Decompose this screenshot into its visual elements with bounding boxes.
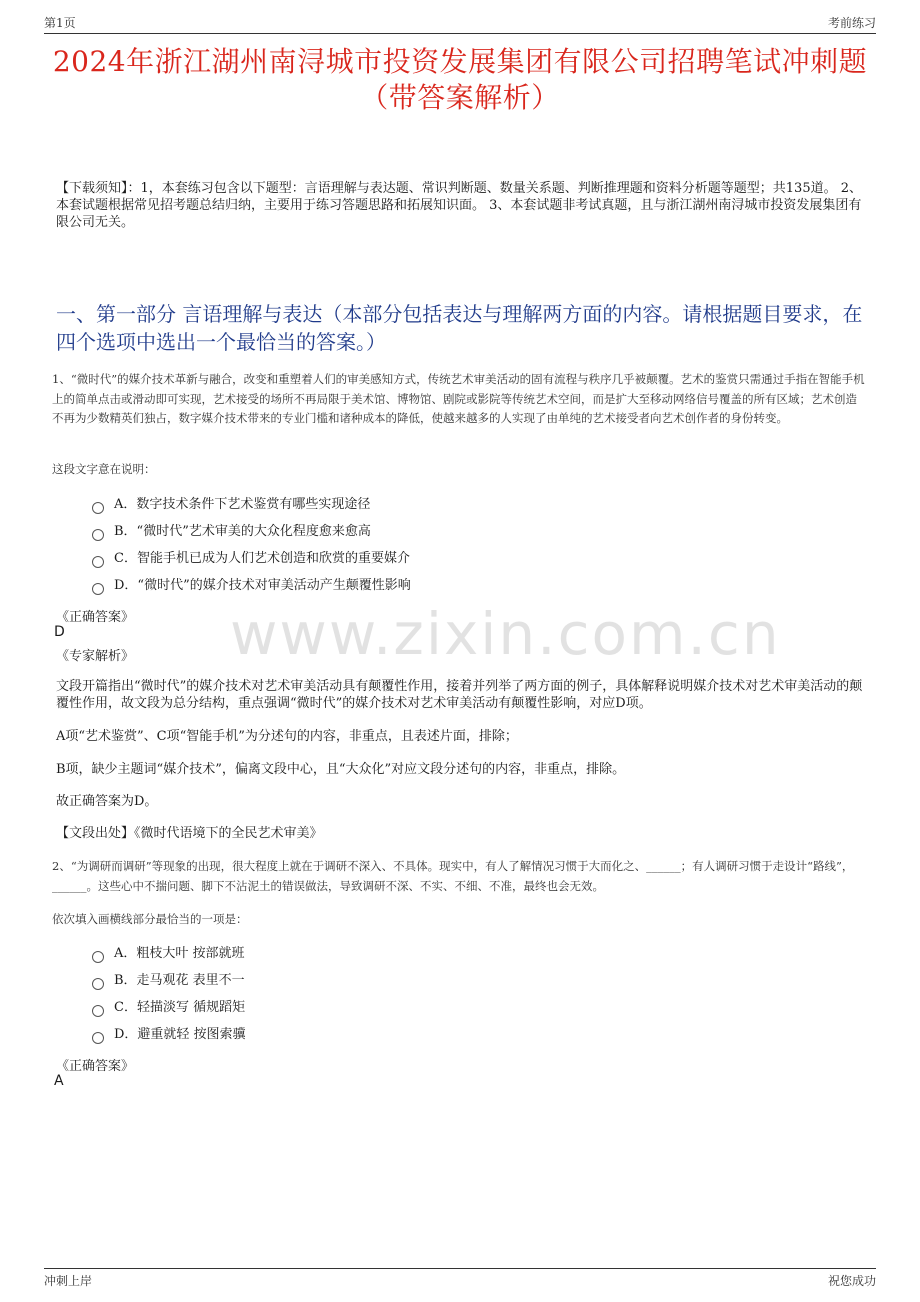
footer-right: 祝您成功	[827, 1274, 876, 1288]
radio-icon[interactable]	[92, 1032, 104, 1044]
section-heading: 一、第一部分 言语理解与表达（本部分包括表达与理解两方面的内容。请根据题目要求，在四个选项中选出一个最恰当的答案。）	[56, 302, 863, 354]
option-label: A．粗枝大叶 按部就班	[114, 946, 245, 961]
download-notice: 【下载须知】：1，本套练习包含以下题型：言语理解与表达题、常识判断题、数量关系题、判断推理题和资料分析题等题型；共135道。 2、本套试题根据常见招考题总结归纳，主要用于练习答题思路和拓展知识面。 3、本套试题非考试真题，且与浙江湖州南浔城市投资发展集团有限公司无关。	[56, 181, 862, 230]
radio-icon[interactable]	[92, 502, 104, 514]
radio-icon[interactable]	[92, 978, 104, 990]
option-label: D．避重就轻 按图索骥	[114, 1027, 246, 1042]
analysis-paragraph: B项，缺少主题词“媒介技术”，偏离文段中心，且“大众化”对应文段分述句的内容，非重点，排除。	[56, 762, 626, 777]
question-2-option-a[interactable]	[92, 945, 245, 963]
analysis-paragraph: 故正确答案为D。	[56, 794, 158, 809]
question-2-answer-label: 《正确答案》	[56, 1059, 135, 1074]
option-label: C．轻描淡写 循规蹈矩	[114, 1000, 246, 1015]
option-label: B．走马观花 表里不一	[114, 973, 245, 988]
question-2-option-c[interactable]	[92, 999, 245, 1017]
question-2-answer: A	[54, 1073, 64, 1089]
radio-icon[interactable]	[92, 951, 104, 963]
watermark: www.zixin.com.cn	[230, 600, 781, 668]
question-2-option-d[interactable]	[92, 1026, 246, 1044]
option-label: A．数字技术条件下艺术鉴赏有哪些实现途径	[114, 497, 371, 512]
radio-icon[interactable]	[92, 1005, 104, 1017]
question-1-answer: D	[54, 624, 65, 640]
document-title: 2024年浙江湖州南浔城市投资发展集团有限公司招聘笔试冲刺题（带答案解析）	[52, 45, 868, 114]
question-1-prompt: 这段文字意在说明：	[52, 462, 156, 476]
question-1-option-c[interactable]	[92, 550, 410, 568]
question-1-option-d[interactable]	[92, 577, 411, 595]
footer-rule	[44, 1268, 876, 1269]
radio-icon[interactable]	[92, 556, 104, 568]
analysis-paragraph: 文段开篇指出“微时代”的媒介技术对艺术审美活动具有颠覆性作用，接着并列举了两方面的例子，具体解释说明媒介技术对艺术审美活动的颠覆性作用，故文段为总分结构，重点强调“微时代”的媒介技术对艺术审美活动有颠覆性影响，对应D项。	[56, 679, 863, 711]
header-tag: 考前练习	[827, 16, 876, 30]
question-1-option-b[interactable]	[92, 523, 371, 541]
option-label: D．“微时代”的媒介技术对审美活动产生颠覆性影响	[114, 578, 411, 593]
header-rule	[44, 33, 876, 34]
radio-icon[interactable]	[92, 529, 104, 541]
question-2-option-b[interactable]	[92, 972, 245, 990]
footer-left: 冲刺上岸	[44, 1274, 93, 1288]
question-1-option-a[interactable]	[92, 496, 370, 514]
option-label: B．“微时代”艺术审美的大众化程度愈来愈高	[114, 524, 371, 539]
question-2-text: 2、“为调研而调研”等现象的出现，很大程度上就在于调研不深入、不具体。现实中，有人了解情况习惯于大而化之、______；有人调研习惯于走设计“路线”，______。这些心中不揣问题、脚下不沾泥土的错误做法，导致调研不深、不实、不细、不准，最终也会无效。	[52, 859, 854, 893]
page-number: 第1页	[44, 16, 76, 30]
option-label: C．智能手机已成为人们艺术创造和欣赏的重要媒介	[114, 551, 410, 566]
question-1-text: 1、“微时代”的媒介技术革新与融合，改变和重塑着人们的审美感知方式，传统艺术审美活动的固有流程与秩序几乎被颠覆。艺术的鉴赏只需通过手指在智能手机上的简单点击或滑动即可实现，艺术接受的场所不再局限于美术馆、博物馆、剧院或影院等传统艺术空间，而是扩大至移动网络信号覆盖的所有区域；艺术创造不再为少数精英们独占，数字媒介技术带来的专业门槛和诸种成本的降低，使越来越多的人实现了由单纯的艺术接受者向艺术创作者的身份转变。	[52, 372, 865, 425]
radio-icon[interactable]	[92, 583, 104, 595]
question-1-source: 【文段出处】《微时代语境下的全民艺术审美》	[56, 826, 323, 841]
question-1-analysis-label: 《专家解析》	[56, 649, 135, 664]
question-1-answer-label: 《正确答案》	[56, 610, 135, 625]
question-2-prompt: 依次填入画横线部分最恰当的一项是：	[52, 912, 248, 926]
analysis-paragraph: A项“艺术鉴赏”、C项“智能手机”为分述句的内容，非重点，且表述片面，排除；	[56, 729, 518, 744]
